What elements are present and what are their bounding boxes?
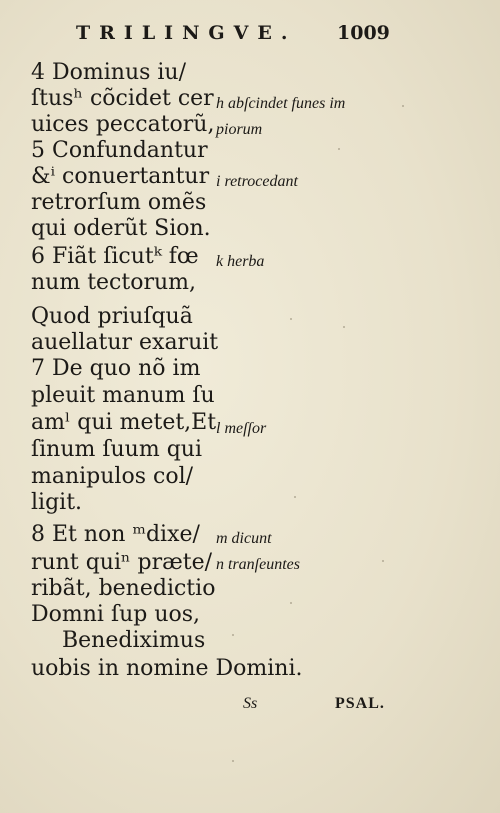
paper-speck [343, 326, 345, 328]
verse-line: manipulos col/ [31, 464, 194, 489]
verse-line: ſtusʰ cõcidet cer [31, 86, 214, 111]
verse-line: Benediximus [62, 628, 206, 653]
paper-speck [294, 496, 296, 498]
verse-line: qui oderũt Sion. [31, 216, 211, 241]
verse-line: uices peccatorũ, [31, 112, 215, 137]
paper-speck [338, 148, 340, 150]
paper-speck [232, 760, 234, 762]
marginal-gloss: k herba [216, 253, 265, 270]
verse-line: uobis in nomine Domini. [31, 656, 303, 681]
verse-line: retrorſum omẽs [31, 190, 207, 215]
marginal-gloss: n tranſeuntes [216, 556, 300, 573]
verse-line: 7 De quo nõ im [31, 356, 201, 381]
verse-line: ribãt, benedictio [31, 576, 216, 601]
verse-line: amˡ qui metet,Et [31, 410, 217, 435]
verse-line: &ⁱ conuertantur [31, 164, 210, 189]
verse-line: 4 Dominus iu/ [31, 60, 187, 85]
running-title: TRILINGVE. [76, 22, 297, 44]
signature-mark: Ss [243, 695, 258, 712]
marginal-gloss: i retrocedant [216, 173, 298, 190]
verse-line: ſinum ſuum qui [31, 437, 202, 462]
verse-line: 6 Fiãt ſicutᵏ fœ [31, 244, 199, 269]
paper-speck [290, 318, 292, 320]
verse-line: ligit. [31, 490, 83, 515]
marginal-gloss: h abſcindet funes im [216, 95, 346, 112]
verse-line: 5 Confundantur [31, 138, 208, 163]
paper-speck [382, 560, 384, 562]
page-number: 1009 [337, 22, 390, 44]
verse-line: 8 Et non ᵐdixe/ [31, 522, 200, 547]
verse-line: Quod priuſquã [31, 304, 193, 329]
marginal-gloss: l meſſor [216, 420, 267, 437]
paper-speck [290, 602, 292, 604]
marginal-gloss: m dicunt [216, 530, 272, 547]
verse-line: num tectorum, [31, 270, 196, 295]
catchword: PSAL. [335, 695, 385, 712]
marginal-gloss: piorum [216, 121, 263, 138]
verse-line: pleuit manum ſu [31, 383, 215, 408]
paper-speck [232, 634, 234, 636]
verse-line: runt quiⁿ præte/ [31, 550, 213, 575]
verse-line: Domni ſup uos, [31, 602, 201, 627]
verse-line: auellatur exaruit [31, 330, 219, 355]
paper-speck [402, 105, 404, 107]
